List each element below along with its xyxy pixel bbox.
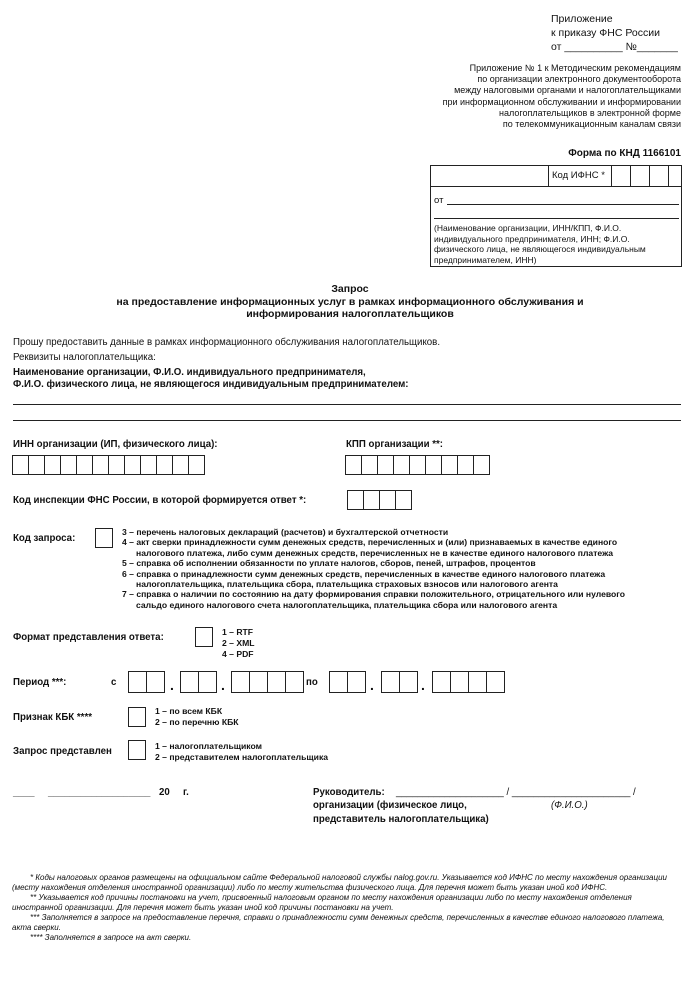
period-to-month[interactable] bbox=[381, 671, 417, 693]
kpp-cells[interactable] bbox=[345, 455, 489, 475]
kbk-box[interactable] bbox=[128, 707, 146, 727]
inn-label: ИНН организации (ИП, физического лица): bbox=[13, 439, 218, 450]
period-to-label: по bbox=[306, 677, 318, 688]
date-year-suffix: г. bbox=[183, 787, 189, 798]
taxpayer-name-label: Наименование организации, Ф.И.О. индивидуального предпринимателя, Ф.И.О. физического лица, не являющегося индивидуальным предпринимателем: bbox=[13, 367, 409, 390]
format-options: 1 – RTF 2 – XML 4 – PDF bbox=[222, 627, 255, 659]
format-label: Формат представления ответа: bbox=[13, 632, 164, 643]
method-line: при информационном обслуживании и информировании bbox=[442, 96, 681, 107]
from-hint: (Наименование организации, ИНН/КПП, Ф.И.О. индивидуального предпринимателя, ИНН; Ф.И.О. физического лица, не являющегося индивидуальным предпринимателем, ИНН) bbox=[434, 223, 646, 265]
method-line: Приложение № 1 к Методическим рекомендациям bbox=[469, 63, 681, 73]
intro-text: Прошу предоставить данные в рамках информационного обслуживания налогоплательщиков. bbox=[13, 337, 441, 348]
signature-line[interactable]: ____________________ / ______________________ / bbox=[396, 787, 636, 798]
method-line: по организации электронного документооборота bbox=[477, 74, 681, 85]
ifns-code-cells[interactable] bbox=[611, 166, 687, 186]
period-to-year[interactable] bbox=[432, 671, 504, 693]
submitted-options: 1 – налогоплательщиком 2 – представителем налогоплательщика bbox=[155, 741, 329, 762]
taxpayer-name-line-2[interactable] bbox=[13, 420, 681, 421]
request-code-label: Код запроса: bbox=[13, 533, 76, 544]
document-title: Запрос на предоставление информационных услуг в рамках информационного обслуживания и информирования налогоплательщиков bbox=[116, 283, 584, 320]
submitted-box[interactable] bbox=[128, 740, 146, 760]
date-month[interactable]: ___________________ bbox=[48, 787, 151, 798]
method-line: по телекоммуникационным каналам связи bbox=[502, 119, 681, 130]
from-label: от bbox=[434, 195, 444, 206]
footnotes bbox=[12, 873, 684, 943]
footnote: ** Указывается код причины постановки на учет, присвоенный налоговым органом по месту нахождения организации либо по месту нахождения отделения иностранной организации. Для перечня может быть указан иной код причины постановки на учет. bbox=[12, 893, 632, 912]
kpp-label: КПП организации **: bbox=[346, 439, 443, 450]
org-label: организации (физическое лицо, bbox=[313, 800, 467, 811]
method-line: налогоплательщиков в электронной форме bbox=[499, 107, 681, 118]
taxpayer-name-line-1[interactable] bbox=[13, 404, 681, 405]
from-line[interactable] bbox=[447, 204, 679, 205]
ifns-code-label: Код ИФНС * bbox=[552, 170, 605, 181]
from-line-2[interactable] bbox=[434, 218, 679, 219]
footnote: * Коды налоговых органов размещены на официальном сайте Федеральной налоговой службы nalog.gov.ru. Указывается код ИФНС по месту нахождения организации (месту нахождения отделения иностранной организации) либо по месту жительства физического лица. Для перечня может быть указан иной код ИФНС. bbox=[12, 873, 667, 892]
appendix-title bbox=[551, 12, 678, 54]
requisites-label: Реквизиты налогоплательщика: bbox=[13, 352, 156, 363]
inspection-code-cells[interactable] bbox=[347, 490, 411, 510]
ifns-box bbox=[430, 165, 682, 267]
head-label: Руководитель: bbox=[313, 787, 385, 798]
appendix-line: от __________ №_______ bbox=[551, 41, 678, 53]
method-recommendations bbox=[381, 63, 681, 130]
period-to-day[interactable] bbox=[329, 671, 365, 693]
period-from-label: с bbox=[111, 677, 117, 688]
footnote: **** Заполняется в запросе на акт сверки. bbox=[30, 933, 192, 942]
kbk-label: Признак КБК **** bbox=[13, 712, 92, 723]
fio-label: (Ф.И.О.) bbox=[551, 800, 588, 811]
appendix-line: к приказу ФНС России bbox=[551, 27, 660, 39]
format-box[interactable] bbox=[195, 627, 213, 647]
submitted-label: Запрос представлен bbox=[13, 746, 112, 757]
period-from-year[interactable] bbox=[231, 671, 303, 693]
period-from-month[interactable] bbox=[180, 671, 216, 693]
inn-cells[interactable] bbox=[12, 455, 204, 475]
period-label: Период ***: bbox=[13, 677, 67, 688]
request-code-options: 3 – перечень налоговых деклараций (расчетов) и бухгалтерской отчетности 4 – акт сверки принадлежности сумм денежных средств, перечисленных и (или) признаваемых в качестве единого налогового платежа, либо сумм денежных средств, перечисленных не в качестве единого налогового платежа 5 – справка об исполнении обязанности по уплате налогов, сборов, пеней, штрафов, процентов 6 – справка о принадлежности сумм денежных средств, перечисленных в качестве единого налогового платежа налогоплательщика, плательщика сбора, плательщика страховых взносов или налогового агента 7 – справка о наличии по состоянию на дату формирования справки положительного, отрицательного или нулевого сальдо единого налогового счета налогоплательщика, плательщика сбора или налогового агента bbox=[122, 527, 626, 610]
kbk-options: 1 – по всем КБК 2 – по перечню КБК bbox=[155, 706, 239, 727]
appendix-line: Приложение bbox=[551, 13, 613, 25]
form-code: Форма по КНД 1166101 bbox=[568, 148, 681, 159]
representative-label: представитель налогоплательщика) bbox=[313, 814, 489, 825]
footnote: *** Заполняется в запросе на предоставление перечня, справки о принадлежности сумм денежных средств, перечисленных в качестве единого налогового платежа, акта сверки. bbox=[12, 913, 665, 932]
date-year: 20 bbox=[159, 787, 170, 798]
method-line: между налоговыми органами и налогоплательщиками bbox=[454, 85, 681, 96]
request-code-box[interactable] bbox=[95, 528, 113, 548]
inspection-code-label: Код инспекции ФНС России, в которой формируется ответ *: bbox=[13, 495, 307, 506]
date-day[interactable]: ____ bbox=[13, 787, 35, 798]
period-from-day[interactable] bbox=[128, 671, 164, 693]
